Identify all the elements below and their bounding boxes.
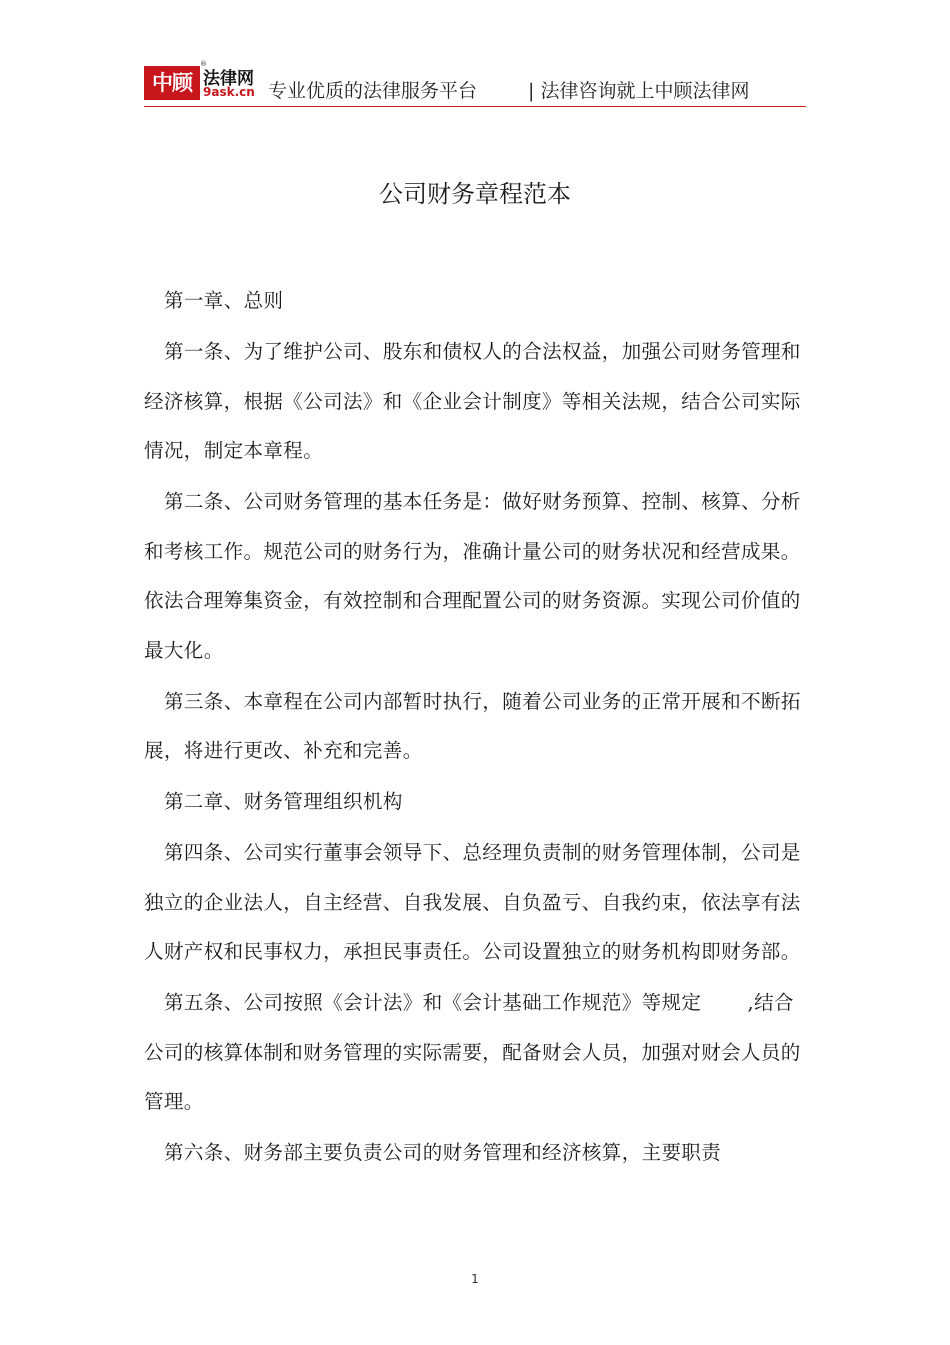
article-paragraph: 第六条、财务部主要负责公司的财务管理和经济核算，主要职责 (164, 1141, 722, 1164)
logo-brand-name: 法律网 (203, 69, 254, 89)
chapter-heading: 第二章、财务管理组织机构 (164, 790, 403, 813)
article-paragraph: 第一条、为了维护公司、股东和债权人的合法权益，加强公司财务管理和经济核算，根据《公司法》和《企业会计制度》等相关法规，结合公司实际情况，制定本章程。 (144, 340, 801, 462)
page-number: 1 (471, 1272, 479, 1286)
header-tagline: | 法律咨询就上中顾法律网 (528, 80, 750, 102)
page-header (144, 60, 806, 107)
document-title: 公司财务章程范本 (379, 180, 571, 208)
chapter-heading: 第一章、总则 (164, 289, 284, 312)
logo-domain: 9ask.cn (203, 85, 255, 99)
logo-mark: 中顾 (144, 66, 200, 100)
article-paragraph: 第三条、本章程在公司内部暂时执行，随着公司业务的正常开展和不断拓展，将进行更改、补充和完善。 (144, 689, 801, 762)
brand-logo[interactable] (144, 60, 262, 102)
article-paragraph: 第五条、公司按照《会计法》和《会计基础工作规范》等规定 ,结合公司的核算体制和财务管理的实际需要，配备财会人员，加强对财会人员的管理。 (144, 991, 801, 1113)
header-slogan: 专业优质的法律服务平台 (268, 80, 478, 102)
registered-mark: ® (200, 60, 207, 68)
article-paragraph: 第二条、公司财务管理的基本任务是：做好财务预算、控制、核算、分析和考核工作。规范公司的财务行为，准确计量公司的财务状况和经营成果。依法合理筹集资金，有效控制和合理配置公司的财务资源。实现公司价值的最大化。 (144, 490, 801, 662)
article-paragraph: 第四条、公司实行董事会领导下、总经理负责制的财务管理体制，公司是独立的企业法人，自主经营、自我发展、自负盈亏、自我约束，依法享有法人财产权和民事权力，承担民事责任。公司设置独立的财务机构即财务部。 (144, 841, 801, 963)
document-body (144, 276, 804, 1179)
